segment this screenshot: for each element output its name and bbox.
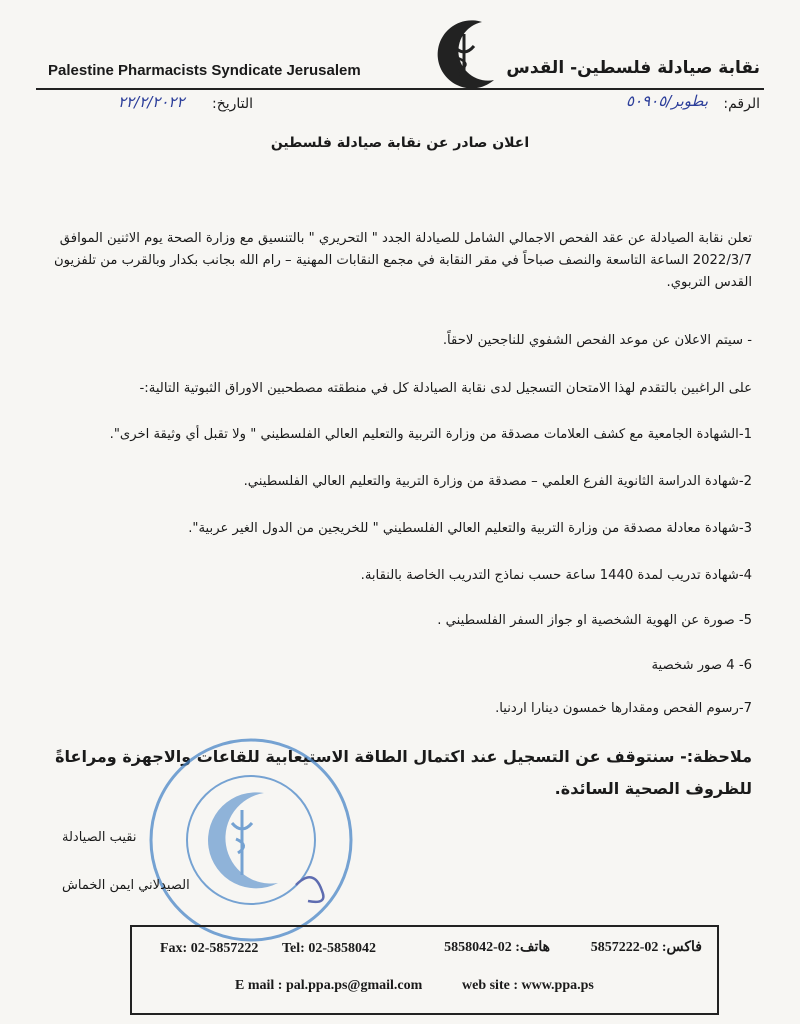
date-value: ٢٢/٢/٢٠٢٢ (118, 93, 185, 111)
reference-number: بطوبر/٥٠٩٠٥ (625, 92, 708, 110)
header-divider (36, 88, 764, 90)
document-item-6: 6- 4 صور شخصية (651, 658, 752, 673)
syndicate-logo-icon (424, 12, 508, 96)
document-item-1: 1-الشهادة الجامعية مع كشف العلامات مصدقة من وزارة التربية والتعليم العالي الفلسطيني " ولا تقبل أي وثيقة اخرى". (109, 427, 752, 442)
org-name-english: Palestine Pharmacists Syndicate Jerusalem (48, 62, 361, 79)
intro-paragraph: تعلن نقابة الصيادلة عن عقد الفحص الاجمالي الشامل للصيادلة الجدد " التحريري " بالتنسيق مع وزارة الصحة يوم الاثنين الموافق 2022/3/7 الساعة التاسعة والنصف صباحاً في مقر النقابة في مجمع النقابات المهنية – رام الله بجانب بكدار وبالقرب من تلفزيون القدس التربوي. (53, 231, 752, 290)
signatory-role: نقيب الصيادلة (62, 830, 137, 845)
signatory-name: الصيدلاني ايمن الخماش (62, 878, 190, 893)
registration-note: ملاحظة:- سنتوقف عن التسجيل عند اكتمال الطاقة الاستيعابية للقاعات والاجهزة ومراعاةً للظروف الصحية السائدة. (55, 747, 752, 798)
document-item-3: 3-شهادة معادلة مصدقة من وزارة التربية والتعليم العالي الفلسطيني " للخريجين من الدول الغير عربية". (188, 521, 752, 536)
website-address: web site : www.ppa.ps (462, 978, 594, 993)
document-item-7: 7-رسوم الفحص ومقدارها خمسون دينارا اردنيا. (495, 701, 752, 716)
oral-exam-note: - سيتم الاعلان عن موعد الفحص الشفوي للناجحين لاحقاً. (442, 333, 752, 348)
tel-arabic: هاتف: 02-5858042 (444, 940, 550, 955)
date-label: التاريخ: (212, 96, 254, 112)
fax-arabic: فاكس: 02-5857222 (590, 940, 702, 955)
document-item-5: 5- صورة عن الهوية الشخصية او جواز السفر الفلسطيني . (437, 613, 752, 628)
document-item-2: 2-شهادة الدراسة الثانوية الفرع العلمي – مصدقة من وزارة التربية والتعليم العالي الفلسطيني. (243, 474, 752, 489)
org-name-arabic: نقابة صيادلة فلسطين- القدس (506, 58, 760, 78)
announcement-title: اعلان صادر عن نقابة صيادلة فلسطين (270, 135, 530, 151)
tel-english: Tel: 02-5858042 (282, 941, 376, 956)
document-item-4: 4-شهادة تدريب لمدة 1440 ساعة حسب نماذج التدريب الخاصة بالنقابة. (360, 568, 752, 583)
syndicate-stamp (146, 735, 356, 945)
reference-label: الرقم: (723, 96, 760, 112)
email-address: E mail : pal.ppa.ps@gmail.com (235, 978, 423, 993)
fax-english: Fax: 02-5857222 (160, 941, 259, 956)
applicants-instructions: على الراغبين بالتقدم لهذا الامتحان التسجيل لدى نقابة الصيادلة كل في منطقته مصطحبين الاوراق الثبوتية التالية:- (139, 381, 752, 396)
